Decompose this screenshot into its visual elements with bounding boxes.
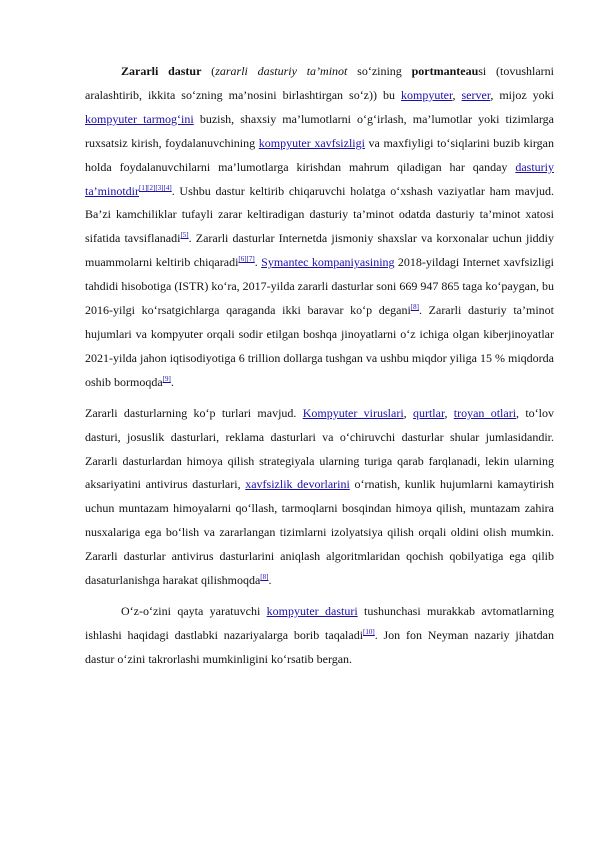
footnote-ref-7[interactable]: [7] bbox=[246, 255, 255, 264]
text-run: , to‘lov dasturi, josuslik dasturlari, reklama dasturlari va o‘chiruvchi dasturlar shular jumlasidandir. Zararli dasturlardan himoya qilish strategiyala ularning turiga qarab farqlanadi, lekin ularning aksariyatini antivirus dasturlari, bbox=[85, 405, 554, 492]
footnote-ref-group bbox=[411, 303, 419, 311]
link-dasturiy-taminot[interactable]: dasturiy ta’minotdir bbox=[85, 159, 554, 198]
link-server[interactable]: server bbox=[461, 87, 491, 102]
footnote-ref-group bbox=[363, 628, 375, 636]
link-symantec[interactable]: Symantec kompaniyasining bbox=[261, 255, 395, 270]
paragraph-definition bbox=[85, 60, 554, 395]
text-run: . bbox=[254, 255, 262, 270]
text-run: so‘zining bbox=[347, 64, 412, 78]
footnote-ref-8[interactable]: [8] bbox=[410, 303, 419, 312]
text-run: 2018-yildagi Internet xavfsizligi tahdidi hisobotiga (ISTR) ko‘ra, 2017-yilda zararli dasturlar soni 669 947 865 taga ko‘paygan, bu 2016-yilgi ko‘rsatgichlarga qaraganda ikki baravar ko‘p degani bbox=[85, 255, 555, 318]
footnote-ref-3[interactable]: [3] bbox=[155, 183, 164, 192]
footnote-ref-6[interactable]: [6] bbox=[238, 255, 247, 264]
text-run: , bbox=[444, 405, 454, 420]
footnote-ref-4[interactable]: [4] bbox=[163, 183, 172, 192]
portmanteau-bold: portmanteau bbox=[411, 64, 479, 78]
text-run: buzish, shaxsiy ma’lumotlarni o‘g‘irlash, ma’lumotlar yoki tizimlarga ruxsatsiz kirish, foydalanuvchining bbox=[85, 111, 554, 150]
text-run: va maxfiyligi to‘siqlarini buzib kirgan holda foydalanuvchilarni ma’lumotlarga kirishdan mahrum qiladigan har qanday bbox=[85, 135, 554, 174]
document-body bbox=[85, 60, 554, 672]
footnote-ref-group bbox=[139, 184, 172, 192]
footnote-ref-8b[interactable]: [8] bbox=[260, 573, 269, 582]
footnote-ref-10[interactable]: [10] bbox=[363, 627, 375, 636]
text-run: ( bbox=[201, 64, 216, 78]
link-kompyuter[interactable]: kompyuter bbox=[401, 87, 453, 102]
footnote-ref-5[interactable]: [5] bbox=[180, 231, 189, 240]
footnote-ref-2[interactable]: [2] bbox=[147, 183, 156, 192]
link-kompyuter-tarmogi[interactable]: kompyuter tarmog‘ini bbox=[85, 111, 194, 126]
paragraph-types bbox=[85, 402, 554, 593]
text-run: , bbox=[403, 405, 413, 420]
link-troyan-otlari[interactable]: troyan otlari bbox=[453, 405, 517, 420]
link-xavfsizlik-devorlarini[interactable]: xavfsizlik devorlarini bbox=[245, 477, 350, 492]
link-kompyuter-dasturi[interactable]: kompyuter dasturi bbox=[266, 603, 358, 618]
text-run: . Zararli dasturlar Internetda jismoniy shaxslar va korxonalar uchun jiddiy muammolarni keltirib chiqaradi bbox=[85, 231, 554, 270]
link-kompyuter-viruslari[interactable]: Kompyuter viruslari bbox=[302, 405, 404, 420]
text-run: O‘z-o‘zini qayta yaratuvchi bbox=[121, 603, 267, 618]
text-run: tushunchasi murakkab avtomatlarning ishlashi haqidagi dastlabki nazariyalarga borib taqaladi bbox=[85, 603, 554, 642]
text-run: . Jon fon Neyman nazariy jihatdan dastur o‘zini takrorlashi mumkinligini ko‘rsatib bergan. bbox=[85, 627, 554, 666]
link-kompyuter-xavfsizligi[interactable]: kompyuter xavfsizligi bbox=[258, 135, 365, 150]
footnote-ref-group bbox=[238, 255, 254, 263]
footnote-ref-group bbox=[180, 231, 188, 239]
text-run: . bbox=[170, 374, 174, 389]
alt-term-italic: zararli dasturiy ta’minot bbox=[215, 64, 348, 78]
text-run: si (tovushlarni aralashtirib, ikkita so‘zning ma’nosini birlashtirgan so‘z)) bu bbox=[85, 64, 555, 102]
text-run: o‘rnatish, kunlik hujumlarni kamaytirish uchun muntazam himoyalarni qo‘llash, tarmoqlarni bosqindan himoya qilish, muntazam zahira nusxalariga ega bo‘lish va zararlangan tizimlarni izolyatsiya qilish orqali oldini olish mumkin. Zararli dasturlar antivirus dasturlarini aniqlash algoritmlaridan qochish qobilyatiga ega qilib dasaturlanishga harakat qilishmoqda bbox=[85, 477, 554, 588]
footnote-ref-1[interactable]: [1] bbox=[139, 183, 148, 192]
text-run: , bbox=[452, 87, 462, 102]
text-run: . Ushbu dastur keltirib chiqaruvchi holatga o‘xshash vaziyatlar ham mavjud. Ba’zi kamchiliklar tufayli zarar keltiradigan dasturiy ta’minot odatda dasturiy ta’minot xatosi sifatida tavsiflanadi bbox=[85, 183, 554, 246]
text-run: . Zararli dasturiy ta’minot hujumlari va kompyuter orqali sodir etilgan boshqa jinoyatlarni o‘z ichiga olgan kiberjinoyatlar 2021-yilda jahon iqtisodiyotiga 6 trillion dollarga tushgan va ushbu miqdor yiliga 15 % miqdorda oshib bormoqda bbox=[85, 303, 554, 389]
term-bold: Zararli dastur bbox=[121, 64, 202, 78]
text-run: . bbox=[268, 573, 272, 588]
text-run: , mijoz yoki bbox=[490, 87, 555, 102]
paragraph-history bbox=[85, 600, 554, 672]
footnote-ref-9[interactable]: [9] bbox=[162, 374, 171, 383]
link-qurtlar[interactable]: qurtlar bbox=[412, 405, 445, 420]
text-run: Zararli dasturlarning ko‘p turlari mavjud. bbox=[85, 405, 303, 420]
footnote-ref-group bbox=[163, 375, 171, 383]
